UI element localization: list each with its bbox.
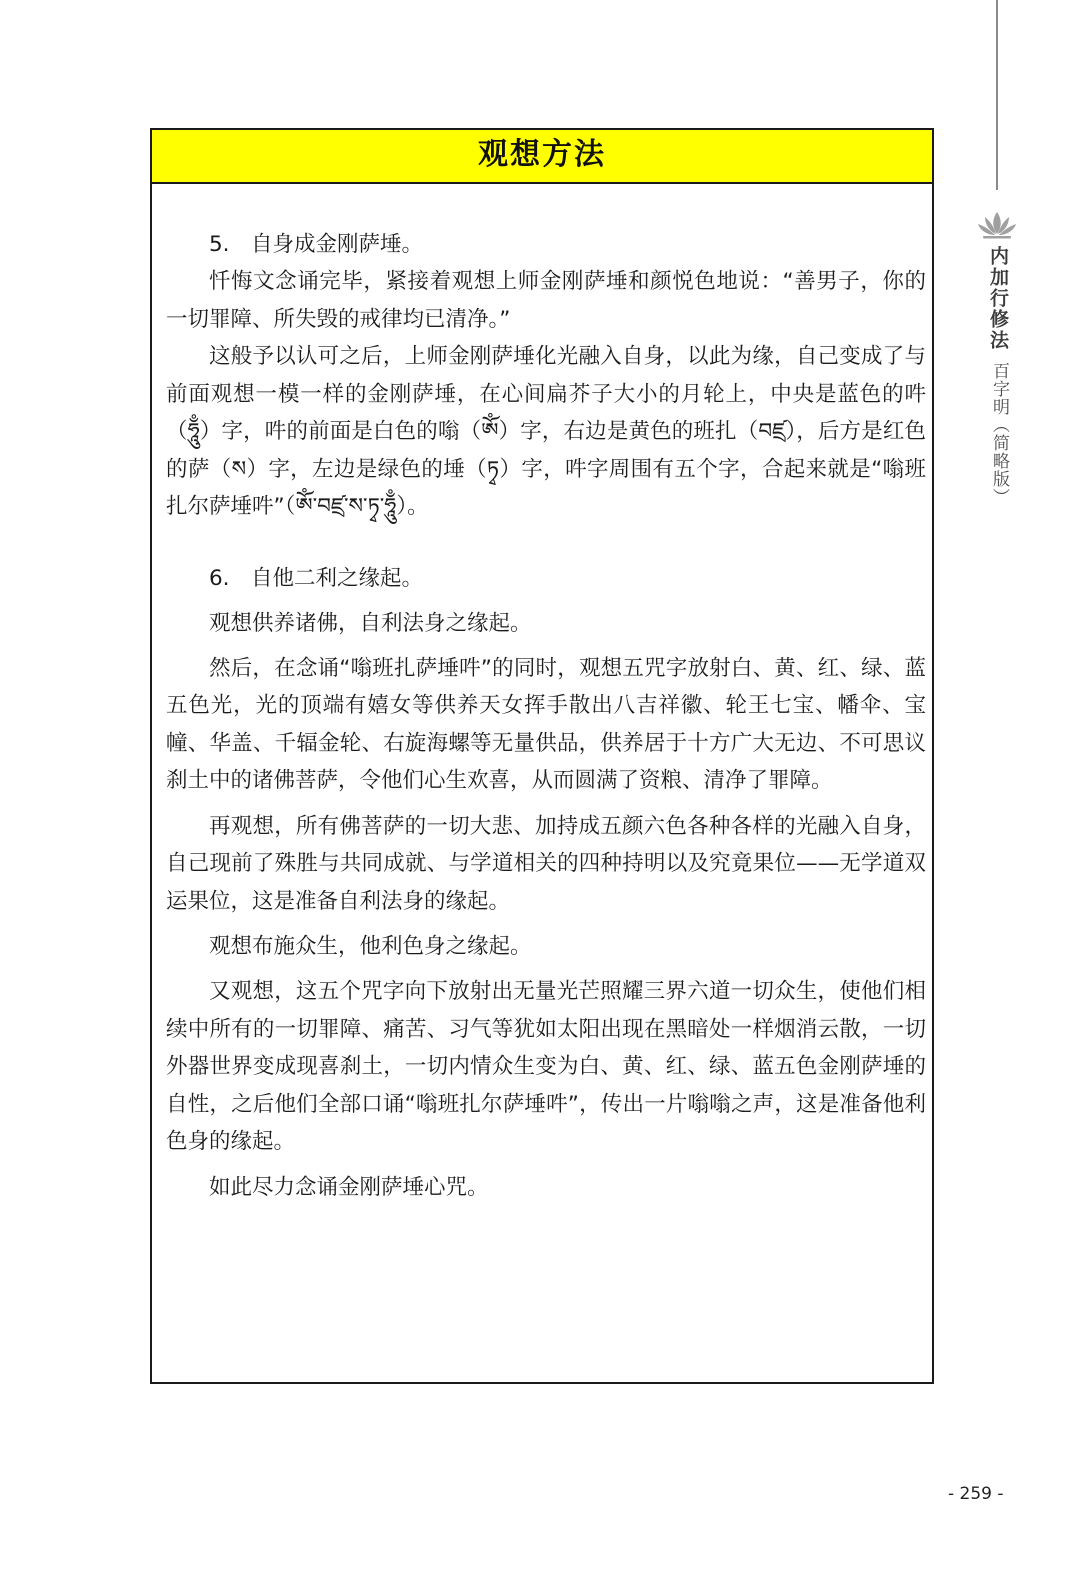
subheading: 观想布施众生，他利色身之缘起。 [209, 934, 532, 959]
paragraph: 如此尽力念诵金刚萨埵心咒。 [209, 1174, 489, 1200]
page-number: - 259 - [948, 1484, 1004, 1504]
box-title: 观想方法 [152, 130, 932, 184]
paragraph: 又观想，这五个咒字向下放射出无量光芒照耀三界六道一切众生，使他们相续中所有的一切罪障、痛苦、习气等犹如太阳出现在黑暗处一样烟消云散，一切外器世界变成现喜刹土，一切内情众生变为白、黄、红、绿、蓝五色金刚萨埵的自性，之后他们全部口诵“嗡班扎尔萨埵吽”，传出一片嗡嗡之声，这是准备他利色身的缘起。 [166, 979, 926, 1154]
paragraph: 再观想，所有佛菩萨的一切大悲、加持成五颜六色各种各样的光融入自身，自己现前了殊胜与共同成就、与学道相关的四种持明以及究竟果位——无学道双运果位，这是准备自利法身的缘起。 [166, 813, 926, 914]
method-box [150, 128, 934, 1384]
paragraph: 这般予以认可之后，上师金刚萨埵化光融入自身，以此为缘，自己变成了与前面观想一模一样的金刚萨埵，在心间扁芥子大小的月轮上，中央是蓝色的吽（ཧཱུྃ）字，吽的前面是白色的嗡（ཨོཾ）字，右边是黄色的班扎（བཛྲ），后方是红色的萨（ས）字，左边是绿色的埵（ཏྭ）字，吽字周围有五个字，合起来就是“嗡班扎尔萨埵吽”（ཨོཾ་བཛྲ་ས་ཏྭ་ཧཱུྃ）。 [166, 344, 926, 519]
paragraph: 忏悔文念诵完毕，紧接着观想上师金刚萨埵和颜悦色地说：“善男子，你的一切罪障、所失毁的戒律均已清净。” [166, 269, 926, 332]
lotus-icon [976, 210, 1018, 240]
section-heading-6: 6. 自他二利之缘起。 [209, 565, 424, 591]
section-heading-5: 5. 自身成金刚萨埵。 [209, 232, 424, 257]
side-rule [996, 0, 998, 190]
subheading: 观想供养诸佛，自利法身之缘起。 [209, 610, 532, 636]
sidebar-subtitle: 百字明（简略版） [989, 362, 1009, 506]
paragraph: 然后，在念诵“嗡班扎萨埵吽”的同时，观想五咒字放射白、黄、红、绿、蓝五色光，光的顶端有嬉女等供养天女挥手散出八吉祥徽、轮王七宝、幡伞、宝幢、华盖、千辐金轮、右旋海螺等无量供品，供养居于十方广大无边、不可思议刹土中的诸佛菩萨，令他们心生欢喜，从而圆满了资粮、清净了罪障。 [166, 655, 926, 793]
box-content [166, 226, 926, 1206]
sidebar-title: 内加行修法 [987, 246, 1009, 351]
